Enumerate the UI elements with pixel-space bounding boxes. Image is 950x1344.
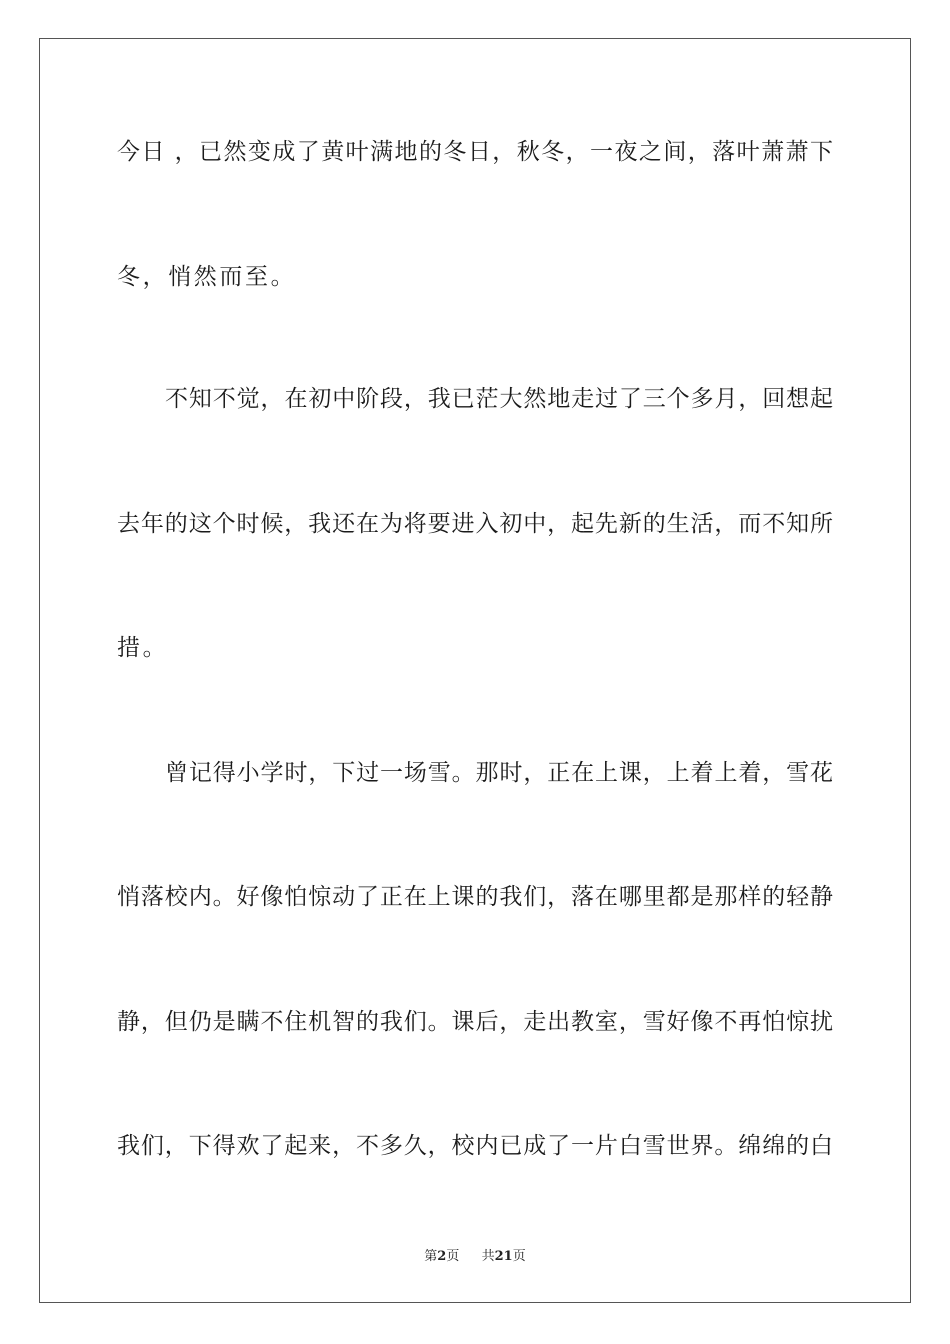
page-footer xyxy=(0,1249,950,1265)
page-frame xyxy=(39,38,911,1303)
text-line-3: 不知不觉，在初中阶段，我已茫大然地走过了三个多月，回想起 xyxy=(165,386,833,412)
page-label-suffix: 页 xyxy=(446,1249,460,1264)
page-number: 2 xyxy=(437,1249,447,1264)
total-label-prefix: 共 xyxy=(481,1249,495,1264)
text-line-7: 悄落校内。好像怕惊动了正在上课的我们，落在哪里都是那样的轻静 xyxy=(117,884,833,910)
total-pages: 21 xyxy=(494,1249,513,1264)
text-line-4: 去年的这个时候，我还在为将要进入初中，起先新的生活，而不知所 xyxy=(117,511,833,537)
text-line-8: 静，但仍是瞒不住机智的我们。课后，走出教室，雪好像不再怕惊扰 xyxy=(117,1009,833,1035)
total-label-suffix: 页 xyxy=(512,1249,526,1264)
text-line-5: 措。 xyxy=(117,635,169,661)
text-line-6: 曾记得小学时，下过一场雪。那时，正在上课，上着上着，雪花 xyxy=(165,760,833,786)
text-line-1: 今日 ，已然变成了黄叶满地的冬日，秋冬，一夜之间，落叶萧萧下 xyxy=(117,139,833,165)
text-line-2: 冬，悄然而至。 xyxy=(117,264,297,290)
page-label-prefix: 第 xyxy=(424,1249,438,1264)
text-line-9: 我们，下得欢了起来，不多久，校内已成了一片白雪世界。绵绵的白 xyxy=(117,1133,833,1159)
